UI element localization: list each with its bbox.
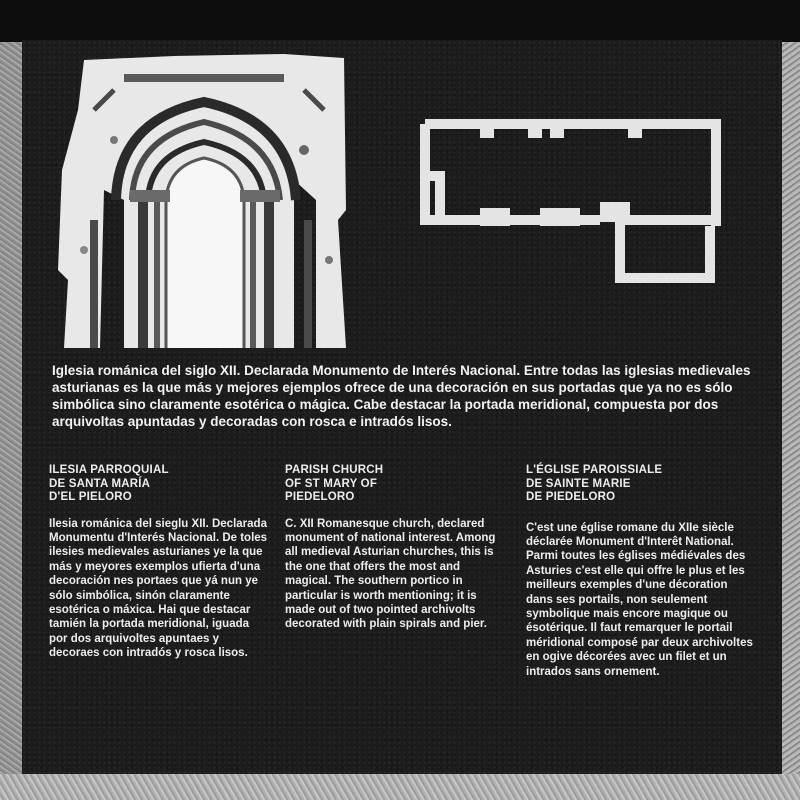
stone-wall-bottom — [0, 774, 800, 800]
asturian-column — [49, 464, 269, 661]
church-portal-illustration — [54, 50, 354, 348]
french-column — [526, 464, 756, 679]
stone-wall-left — [0, 42, 22, 800]
english-text: C. XII Romanesque church, declared monument of national interest. Among all medieval Asturian churches, this is the one that offers the most and magical. The southern portico in particular is worth mentioning; it is made out of two pointed archivolts decorated with plain spirals and pier. — [285, 517, 496, 631]
french-heading: L'ÉGLISE PAROISSIALE DE SAINTE MARIE DE PIEDELORO — [526, 464, 663, 503]
english-column — [285, 464, 505, 632]
asturian-text: Ilesia románica del sieglu XII. Declarada Monumentu d'Interés Nacional. De toles ilesies medievales asturianes ye la que más y meyores exemplos ufierta d'una decoración nes portaes que yá nun ye sólo simbólica, sinón claramente esotérica o máxica. Hai que destacar tamién la portada meridional, iguada por dos arquivoltes apuntaes y decoraes con intradós y rosca lisos. — [49, 517, 268, 660]
asturian-heading: ILESIA PARROQUIAL DE SANTA MARÍA D'EL PIELORO — [49, 464, 169, 503]
stone-wall-right — [782, 42, 800, 800]
french-text: C'est une église romane du XIIe siècle déclarée Monument d'Interêt National. Parmi toutes les églises médiévales des Asturies c'est elle qui offre le plus et les meilleurs exemples d'une décoration dans ses portails, non seulement symbolique mais encore magique ou ésotérique. Il faut remarquer le portail méridional composé par deux archivoltes en ogive décorées avec un filet et un intrados sans ornement. — [526, 521, 753, 678]
intro-paragraph: Iglesia románica del siglo XII. Declarada Monumento de Interés Nacional. Entre todas las iglesias medievales asturianas es la que más y mejores ejemplos ofrece de una decoración en sus portadas que ya no es sólo simbólica sino claramente esotérica o mágica. Cabe destacar la portada meridional, compuesta por dos arquivoltas apuntadas y decoradas con rosca e intradós lisos. — [52, 363, 751, 429]
shadow-band — [0, 0, 800, 42]
english-heading: PARISH CHURCH OF ST MARY OF PIEDELORO — [285, 464, 384, 503]
information-plaque — [22, 40, 782, 774]
church-floor-plan — [420, 116, 725, 284]
